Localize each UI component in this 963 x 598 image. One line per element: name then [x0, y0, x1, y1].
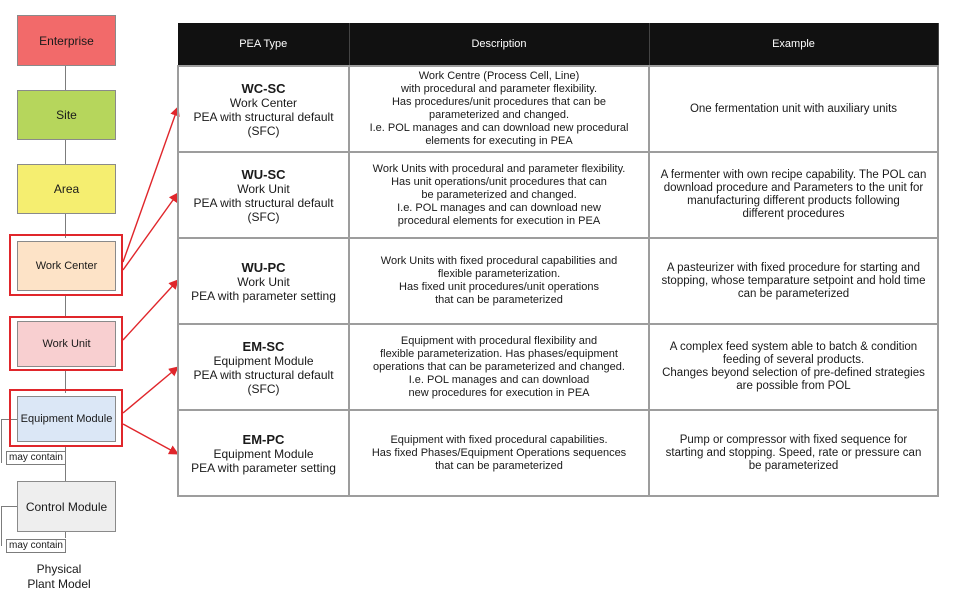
table-header-row — [178, 23, 938, 66]
pea-type-line: Equipment Module — [213, 353, 314, 368]
header-pea-type: PEA Type — [178, 23, 349, 66]
pea-table — [177, 23, 939, 497]
cell-description — [349, 152, 649, 238]
description-line: Work Units with fixed procedural capabilities and — [380, 255, 618, 267]
pea-name: WU-SC — [241, 166, 286, 182]
description-line: that can be parameterized — [435, 459, 563, 472]
example-line: A pasteurizer with fixed procedure for starting and — [666, 261, 921, 274]
level-work-unit: Work Unit — [17, 321, 116, 367]
cell-example — [649, 152, 938, 238]
level-site: Site — [17, 90, 116, 140]
description-line: Equipment with fixed procedural capabilities. — [390, 433, 608, 446]
pea-name: WU-PC — [241, 259, 286, 275]
pea-type-line: PEA with structural default — [193, 195, 334, 210]
example-line: feeding of several products. — [722, 354, 865, 366]
description-line: procedural elements for execution in PEA — [397, 214, 601, 227]
example-line: different procedures — [742, 208, 845, 220]
cell-pea-type — [178, 238, 349, 324]
arrow-workcenter-wusc — [123, 193, 178, 270]
example-line: are possible from POL — [736, 380, 851, 392]
description-line: Has fixed unit procedures/unit operations — [399, 281, 599, 293]
description-line: Equipment with procedural flexibility and — [400, 334, 598, 347]
arrow-equipmentmodule-emsc — [123, 367, 178, 413]
cell-example — [649, 324, 938, 410]
example-line: can be parameterized — [737, 287, 850, 300]
cell-example — [649, 238, 938, 324]
description-line: parameterized and changed. — [428, 109, 570, 121]
level-area: Area — [17, 164, 116, 214]
description-line: I.e. POL manages and can download new — [397, 201, 601, 214]
description-line: elements for executing in PEA — [425, 135, 573, 147]
pea-type-line: PEA with structural default — [193, 367, 334, 382]
cell-pea-type — [178, 324, 349, 410]
cell-description — [349, 66, 649, 152]
example-line: A complex feed system able to batch & condition — [669, 341, 918, 353]
table-row — [178, 324, 938, 410]
pea-type-line: Work Center — [229, 95, 298, 110]
pea-type-line: Work Unit — [237, 274, 290, 289]
pea-type-line: (SFC) — [247, 209, 280, 224]
may-contain-label-2: may contain — [6, 539, 66, 553]
example-line: A fermenter with own recipe capability. The POL can — [660, 169, 927, 181]
arrow-workunit-wupc — [123, 280, 178, 340]
caption-line-1: Physical — [36, 562, 82, 576]
pea-name: EM-SC — [242, 338, 285, 354]
cell-example — [649, 410, 938, 496]
table-row — [178, 66, 938, 152]
table-row — [178, 152, 938, 238]
pea-type-line: Equipment Module — [213, 446, 314, 461]
table-row — [178, 410, 938, 496]
cell-description — [349, 238, 649, 324]
cell-description — [349, 410, 649, 496]
example-line: be parameterized — [748, 459, 839, 472]
cell-example — [649, 66, 938, 152]
description-line: I.e. POL manages and can download — [408, 373, 590, 386]
example-line: manufacturing different products following — [687, 195, 900, 207]
cell-pea-type — [178, 152, 349, 238]
cell-pea-type — [178, 66, 349, 152]
description-line: Work Units with procedural and parameter flexibility. — [372, 162, 626, 175]
pea-type-line: (SFC) — [247, 123, 280, 138]
example-line: starting and stopping. Speed, rate or pressure can — [665, 446, 922, 459]
cell-description — [349, 324, 649, 410]
description-line: with procedural and parameter flexibility. — [400, 83, 598, 95]
pea-name: WC-SC — [241, 80, 286, 96]
arrow-equipmentmodule-empc — [123, 424, 178, 454]
arrow-workcenter-wcsc — [123, 107, 178, 262]
description-line: new procedures for execution in PEA — [408, 386, 590, 399]
table-row — [178, 238, 938, 324]
header-example: Example — [649, 23, 938, 66]
pea-type-line: PEA with structural default — [193, 109, 334, 124]
level-control-module: Control Module — [17, 481, 116, 532]
description-line: flexible parameterization. Has phases/equipment — [380, 347, 618, 360]
example-line: download procedure and Parameters to the unit for — [663, 182, 924, 194]
caption-line-2: Plant Model — [27, 577, 91, 591]
pea-name: EM-PC — [242, 431, 285, 447]
pea-type-line: (SFC) — [247, 381, 280, 396]
may-contain-label-1: may contain — [6, 451, 66, 465]
description-line: flexible parameterization. — [437, 268, 561, 280]
description-line: Work Centre (Process Cell, Line) — [418, 70, 580, 82]
description-line: that can be parameterized — [435, 294, 563, 306]
level-equipment-module: Equipment Module — [17, 396, 116, 442]
cell-pea-type — [178, 410, 349, 496]
description-line: Has unit operations/unit procedures that can — [391, 175, 607, 188]
description-line: be parameterized and changed. — [421, 188, 577, 201]
level-work-center: Work Center — [17, 241, 116, 291]
description-line: operations that can be parameterized and changed. — [373, 360, 625, 373]
example-line: stopping, whose temparature setpoint and hold time — [661, 274, 926, 287]
header-description: Description — [349, 23, 649, 66]
example-line: Pump or compressor with fixed sequence for — [679, 433, 908, 446]
pea-type-line: PEA with parameter setting — [191, 460, 336, 475]
description-line: Has procedures/unit procedures that can be — [391, 96, 607, 108]
pea-type-line: PEA with parameter setting — [191, 288, 336, 303]
description-line: Has fixed Phases/Equipment Operations sequences — [371, 446, 627, 459]
description-line: I.e. POL manages and can download new procedural — [369, 122, 629, 134]
example-line: One fermentation unit with auxiliary units — [689, 102, 898, 115]
level-enterprise: Enterprise — [17, 15, 116, 66]
example-line: Changes beyond selection of pre-defined strategies — [662, 367, 925, 379]
pea-type-line: Work Unit — [237, 181, 290, 196]
